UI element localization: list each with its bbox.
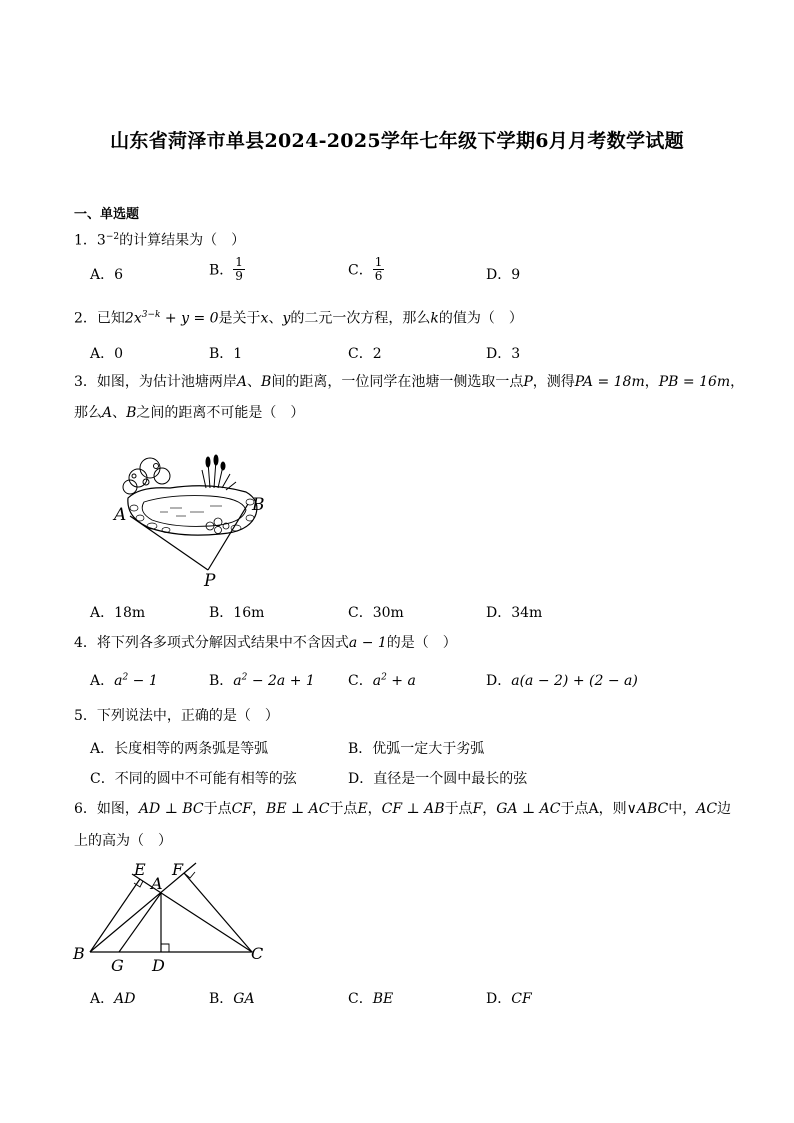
- option-label: D．: [486, 267, 512, 283]
- q3-option-c[interactable]: C．30m: [348, 605, 404, 621]
- q1-option-b[interactable]: [209, 256, 245, 283]
- label-c: C: [251, 944, 264, 963]
- separator: 、: [112, 405, 127, 421]
- option-label: C．: [348, 262, 373, 279]
- power-exponent: 2: [122, 672, 129, 683]
- option-value: 9: [511, 267, 521, 283]
- math-expression: ∨ABC: [626, 801, 669, 817]
- question-number: 1．: [74, 232, 97, 249]
- fraction-denominator: 6: [374, 269, 383, 283]
- question-text: 的计算结果为（ ）: [119, 232, 246, 249]
- math-variable: y: [282, 310, 291, 327]
- line-ce: [132, 874, 252, 952]
- q6-option-c[interactable]: [348, 988, 393, 1008]
- math-variable: F: [472, 801, 483, 817]
- option-label: A．: [90, 991, 115, 1007]
- option-label: C．: [348, 673, 373, 689]
- option-label: C．: [348, 991, 373, 1007]
- fraction: [233, 256, 245, 283]
- label-d: D: [152, 956, 165, 975]
- math-expression: + a: [386, 673, 416, 689]
- math-expression: a − 1: [348, 635, 387, 651]
- power-base: 3: [96, 232, 106, 249]
- math-variable: P: [523, 374, 533, 390]
- label-f: F: [172, 860, 184, 879]
- math-expression: CF ⊥ AB: [381, 801, 445, 817]
- right-angle-marks: [134, 872, 195, 952]
- question-text: 3．如图，为估计池塘两岸: [74, 374, 237, 390]
- label-g: G: [111, 956, 124, 975]
- math-expression: a(a − 2) + (2 − a): [511, 673, 638, 689]
- question-text: ，: [730, 374, 745, 390]
- q3-option-a[interactable]: A．18m: [90, 605, 146, 621]
- math-variable: E: [357, 801, 368, 817]
- question-text: 的是（ ）: [386, 635, 457, 651]
- question-text: 于点: [329, 801, 358, 817]
- question-text: 6．如图，: [74, 801, 139, 817]
- separator: 、: [247, 374, 262, 390]
- separator: ，: [252, 801, 267, 817]
- question-text: 的值为（ ）: [438, 310, 523, 327]
- math-expression: a: [233, 673, 242, 689]
- label-b: B: [252, 495, 265, 515]
- reed-icon: [202, 455, 236, 490]
- math-variable: A: [236, 374, 248, 390]
- q6-option-d[interactable]: [486, 988, 532, 1008]
- power-exponent: 3−k: [141, 310, 161, 320]
- q1-option-d[interactable]: [486, 264, 520, 284]
- option-label: D．: [486, 673, 512, 689]
- separator: 、: [268, 310, 283, 327]
- math-expression: 2x: [124, 310, 142, 327]
- question-5: 5．下列说法中，正确的是（ ）: [74, 708, 279, 724]
- math-expression: a: [114, 673, 123, 689]
- math-expression: AD ⊥ BC: [138, 801, 204, 817]
- question-text: 的二元一次方程，那么: [290, 310, 431, 327]
- math-variable: B: [126, 405, 137, 421]
- question-text: 边: [717, 801, 732, 817]
- power-exponent: 2: [241, 672, 248, 683]
- math-variable: k: [430, 310, 439, 327]
- q3-option-d[interactable]: D．34m: [486, 605, 543, 621]
- q5-option-d[interactable]: D．直径是一个圆中最长的弦: [348, 771, 528, 787]
- triangle-lines: [90, 863, 252, 952]
- question-text: 于点: [444, 801, 473, 817]
- question-text: 之间的距离不可能是（ ）: [136, 405, 305, 421]
- option-label: A．: [90, 673, 115, 689]
- label-e: E: [134, 860, 146, 879]
- fraction-numerator: 1: [374, 255, 383, 269]
- water-ripples: [160, 506, 222, 516]
- math-expression: AC: [696, 801, 718, 817]
- q1-option-c[interactable]: [348, 256, 384, 283]
- segment-be: [90, 879, 140, 952]
- q6-option-a[interactable]: [90, 988, 135, 1008]
- q3-option-b[interactable]: B．16m: [209, 605, 265, 621]
- math-expression: PA = 18m: [574, 374, 645, 390]
- question-1: [74, 227, 245, 251]
- option-value: CF: [511, 991, 532, 1007]
- math-variable: x: [260, 310, 269, 327]
- q4-option-c[interactable]: [348, 670, 416, 690]
- power-exponent: −2: [105, 232, 120, 242]
- q1-option-a[interactable]: [90, 264, 123, 284]
- option-value: AD: [114, 991, 136, 1007]
- page-title: 山东省菏泽市单县2024-2025学年七年级下学期6月月考数学试题: [110, 130, 684, 152]
- math-expression: a: [372, 673, 382, 689]
- segment-pb: [208, 504, 248, 570]
- q2-option-d[interactable]: D．3: [486, 346, 521, 362]
- fraction-denominator: 9: [235, 269, 243, 283]
- question-text: 于点: [203, 801, 232, 817]
- q5-option-a[interactable]: A．长度相等的两条弧是等弧: [90, 741, 269, 757]
- option-label: D．: [486, 991, 512, 1007]
- math-expression: + y = 0: [160, 310, 219, 327]
- option-label: B．: [209, 673, 234, 689]
- q2-option-c[interactable]: C．2: [348, 346, 382, 362]
- math-expression: GA ⊥ AC: [496, 801, 561, 817]
- math-variable: A: [102, 405, 113, 421]
- question-number: 2．: [74, 310, 97, 327]
- option-label: B．: [209, 991, 234, 1007]
- math-expression: BE ⊥ AC: [266, 801, 330, 817]
- math-variable: CF: [231, 801, 253, 817]
- segment-cf: [184, 873, 252, 952]
- question-4: [74, 633, 457, 653]
- question-text: 4．将下列各多项式分解因式结果中不含因式: [74, 635, 349, 651]
- separator: ，: [644, 374, 659, 390]
- question-text: 是关于: [218, 310, 261, 327]
- question-text: 于点A，则: [560, 801, 627, 817]
- q5-option-b[interactable]: B．优弧一定大于劣弧: [348, 741, 485, 757]
- separator: ，: [367, 801, 382, 817]
- triangle-figure: [70, 858, 270, 976]
- option-value: GA: [233, 991, 255, 1007]
- fraction-numerator: 1: [235, 255, 243, 269]
- option-value: BE: [372, 991, 394, 1007]
- power-exponent: 2: [381, 672, 387, 683]
- q2-option-b[interactable]: B．1: [209, 346, 243, 362]
- question-text: 间的距离，一位同学在池塘一侧选取一点: [271, 374, 524, 390]
- question-text: ，测得: [532, 374, 575, 390]
- question-2: [74, 305, 523, 329]
- math-expression: − 2a + 1: [247, 673, 315, 689]
- label-a: A: [151, 874, 163, 893]
- q6-option-b[interactable]: [209, 988, 255, 1008]
- question-6-line-2: 上的高为（ ）: [74, 833, 172, 849]
- label-p: P: [204, 571, 216, 590]
- math-variable: B: [261, 374, 272, 390]
- separator: ，: [482, 801, 497, 817]
- q4-option-b[interactable]: [209, 670, 315, 690]
- math-expression: − 1: [128, 673, 158, 689]
- option-label: B．: [209, 262, 234, 279]
- option-value: 6: [114, 267, 124, 283]
- pond-water: [142, 496, 246, 527]
- q4-option-a[interactable]: [90, 670, 158, 690]
- question-3-line-2: [74, 403, 304, 423]
- question-text: 那么: [74, 405, 102, 421]
- q5-option-c[interactable]: C．不同的圆中不可能有相等的弦: [90, 771, 297, 787]
- question-3-line-1: [74, 372, 744, 392]
- question-6-line-1: [74, 799, 731, 819]
- question-text: 已知: [96, 310, 125, 327]
- label-a: A: [114, 505, 127, 525]
- pond-figure: [110, 452, 280, 590]
- label-b: B: [73, 944, 85, 963]
- math-expression: PB = 16m: [658, 374, 731, 390]
- question-text: 中，: [668, 801, 697, 817]
- fraction: [373, 256, 385, 283]
- option-label: A．: [90, 267, 115, 283]
- q4-option-d[interactable]: [486, 670, 638, 690]
- q2-option-a[interactable]: A．0: [90, 346, 124, 362]
- section-heading: 一、单选题: [74, 207, 140, 222]
